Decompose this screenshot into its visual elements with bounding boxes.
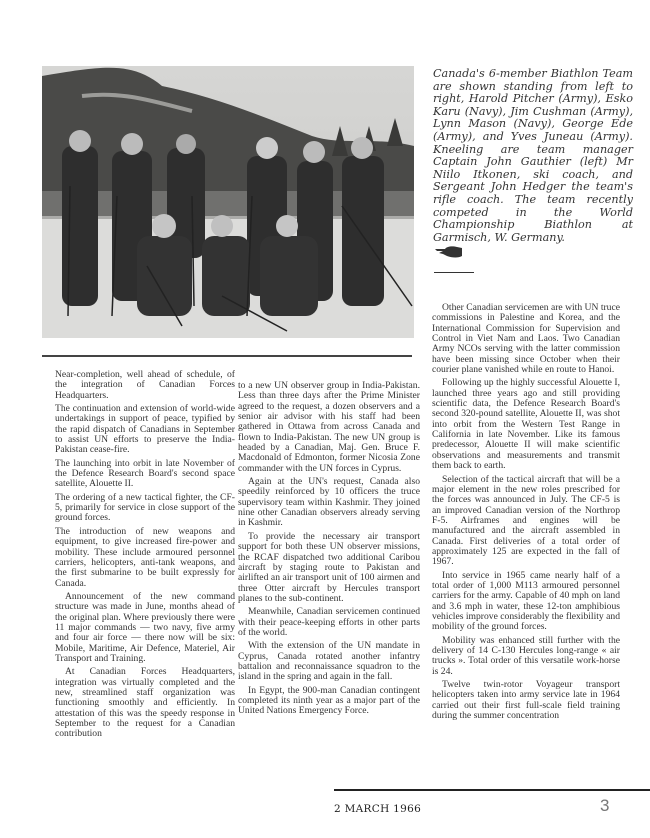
article-column-3	[432, 303, 620, 724]
paragraph: Meanwhile, Canadian servicemen continued with their peace-keeping efforts in other parts of the world.	[238, 606, 420, 638]
article-column-1	[55, 370, 235, 743]
paragraph: Into service in 1965 came nearly half of a total order of 1,000 M113 armoured personnel carriers for the army. Capable of 40 mph on land and 3.6 mph in water, these 12-ton amphibious vehicles improve considerably the flexibility and mobility of the ground forces.	[432, 569, 620, 633]
biathlon-team-photo	[42, 66, 414, 338]
footer-divider	[334, 789, 650, 791]
paragraph: At Canadian Forces Headquarters, integration was virtually completed and the new, streamlined staff organization was functioning smoothly and efficiently. In attestation of this was the speedy response in September to the request for a Canadian contribution	[55, 666, 235, 740]
paragraph: The introduction of new weapons and equipment, to give increased fire-power and mobility. These include armoured personnel carriers, helicopters, anti-tank weapons, and the first submarine to be built expressly for Canada.	[55, 525, 235, 589]
paragraph: Announcement of the new command structure was made in June, months ahead of the original plan. Where previously there were 11 major commands — two navy, five army and four air force — there now will be six: Mobile, Maritime, Air Defence, Materiel, Air Transport and Training.	[55, 590, 235, 664]
paragraph: Other Canadian servicemen are with UN truce commissions in Palestine and Korea, and the International Commission for Supervision and Control in Viet Nam and Laos. Two Canadian Army NCOs serving with the latter commission have been missing since October when their courier plane vanished while en route to Hanoi.	[432, 302, 620, 376]
paragraph: In Egypt, the 900-man Canadian contingent completed its ninth year as a major part of the United Nations Emergency Force.	[238, 684, 420, 717]
paragraph: to a new UN observer group in India-Pakistan. Less than three days after the Prime Minister agreed to the request, a dozen observers and a senior air advisor with his staff had been gathered in Ottawa from across Canada and flown to India-Pakistan. The new UN group is headed by a Canadian, Maj. Gen. Bruce F. Macdonald of Edmonton, former Nicosia Zone commander with the UN forces in Cyprus.	[238, 380, 420, 474]
caption-divider	[434, 272, 474, 273]
page-number: 3	[600, 796, 610, 815]
paragraph: The ordering of a new tactical fighter, the CF-5, primarily for service in close support of the ground forces.	[55, 491, 235, 524]
article-column-2	[238, 381, 420, 720]
paragraph: Following up the highly successful Alouette I, launched three years ago and still providing scientific data, the Defence Research Board's second 320-pound satellite, Alouette II, was shot into orbit from the Western Test Range in California in late November. Like its famous predecessor, Alouette II will make scientific observations and measurements and transmit them back to earth.	[432, 377, 620, 472]
paragraph: Near-completion, well ahead of schedule, of the integration of Canadian Forces Headquarters.	[55, 369, 235, 401]
paragraph: Twelve twin-rotor Voyageur transport helicopters taken into army service late in 1964 carried out their first full-scale field training during the summer concentration	[432, 679, 620, 722]
photo-divider	[42, 355, 412, 357]
paragraph: The launching into orbit in late November of the Defence Research Board's second space satellite, Alouette II.	[55, 457, 235, 490]
paragraph: The continuation and extension of world-wide undertakings in support of peace, typified by the rapid dispatch of Canadians in September to assist UN efforts to preserve the India-Pakistan cease-fire.	[55, 403, 235, 456]
paragraph: Mobility was enhanced still further with the delivery of 14 C-130 Hercules long-range « air trucks ». Total order of this versatile work-horse is 24.	[432, 634, 620, 677]
pointing-hand-icon	[435, 245, 463, 259]
paragraph: Again at the UN's request, Canada also speedily reinforced by 10 officers the truce supervisory team within Kashmir. They joined nine other Canadian observers already serving in Kashmir.	[238, 476, 420, 529]
photo-illustration	[42, 66, 414, 338]
photo-caption: Canada's 6-member Biathlon Team are shown standing from left to right, Harold Pitcher (Army), Esko Karu (Navy), Jim Cushman (Army), Lynn Mason (Navy), George Ede (Army), and Yves Juneau (Army). Kneeling are team manager Captain John Gauthier (left) Mr Niilo Itkonen, ski coach, and Sergeant John Hedger the team's rifle coach. The team recently competed in the World Championship Biathlon at Garmisch, W. Germany.	[433, 67, 633, 244]
paragraph: To provide the necessary air transport support for both these UN observer missions, the RCAF dispatched two additional Caribou aircraft by staging route to Pakistan and airlifted an air transport unit of 100 airmen and three Otter aircraft by Hercules transport planes to the sub-continent.	[238, 530, 420, 604]
paragraph: With the extension of the UN mandate in Cyprus, Canada rotated another infantry battalion and reconnaissance squadron to the island in the spring and again in the fall.	[238, 640, 420, 683]
issue-date: 2 MARCH 1966	[334, 803, 422, 815]
paragraph: Selection of the tactical aircraft that will be a major element in the new roles prescribed for the forces was announced in July. The CF-5 is an improved Canadian version of the Northrop F-5. Airframes and engines will be manufactured and the aircraft assembled in Canada. First deliveries of a total order of approximately 125 are expected in the fall of 1967.	[432, 473, 620, 568]
